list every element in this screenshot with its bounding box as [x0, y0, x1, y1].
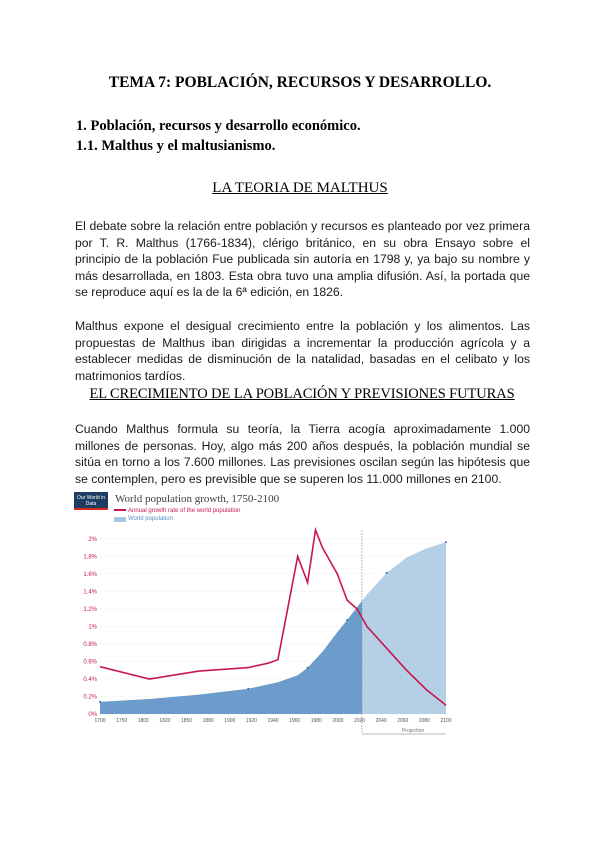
heading-population-growth: EL CRECIMIENTO DE LA POBLACIÓN Y PREVISIONES FUTURAS [89, 386, 515, 402]
population-area [99, 541, 447, 714]
x-tick-label: 2100 [440, 718, 452, 724]
page-title: TEMA 7: POBLACIÓN, RECURSOS Y DESARROLLO. [108, 74, 492, 91]
x-tick-label: 1960 [289, 718, 301, 724]
owid-logo: Our World in Data [74, 492, 108, 510]
heading-malthus-theory: LA TEORIA DE MALTHUS [212, 180, 388, 196]
population-point [386, 572, 388, 574]
x-tick-label: 1750 [116, 718, 128, 724]
legend-world-population: World population [128, 516, 173, 522]
paragraph-population-forecast: Cuando Malthus formula su teoría, la Tierra acogía aproximadamente 1.000 millones de personas. Hoy, algo más 200 años después, la población mundial se sitúa en torno a los 7.600 millones. Las previsiones oscilan según las hipótesis que se contemplen, pero es previsible que se superen los 11.000 millones en 2100. [75, 422, 530, 486]
x-tick-label: 1940 [267, 718, 279, 724]
x-tick-label: 1800 [137, 718, 149, 724]
x-tick-label: 2080 [418, 718, 430, 724]
paragraph-malthus-intro: El debate sobre la relación entre población y recursos es planteado por vez primera por T. R. Malthus (1766-1834), clérigo británico, en su obra Ensayo sobre el principio de la población Fue publicada sin autoría en 1798 y, ya bajo su nombre y más desarrollada, en 1803. Esta obra tuvo una amplia difusión. Así, la portada que se reproduce aquí es la de la 6ª edición, en 1826. [75, 219, 530, 300]
x-tick-label: 1700 [94, 718, 106, 724]
x-tick-label: 2060 [397, 718, 409, 724]
x-tick-label: 2040 [375, 718, 387, 724]
chart-title: World population growth, 1750-2100 [115, 493, 280, 505]
population-point [346, 619, 348, 621]
x-tick-label: 1880 [202, 718, 214, 724]
x-tick-label: 1920 [245, 718, 257, 724]
y-tick-label: 1.2% [83, 606, 97, 613]
y-tick-label: 1.8% [83, 554, 97, 561]
section-heading-1-1: 1.1. Malthus y el maltusianismo. [76, 138, 276, 154]
x-axis-ticks [94, 718, 451, 724]
x-tick-label: 2000 [332, 718, 344, 724]
paragraph-malthus-proposals: Malthus expone el desigual crecimiento entre la población y los alimentos. Las propuestas de Malthus iban dirigidas a incrementar la producción agrícola y a establecer medidas de disminución de la natalidad, basadas en el celibato y los matrimonios tardíos. [75, 319, 530, 383]
population-point [445, 541, 447, 543]
population-point [247, 688, 249, 690]
y-tick-label: 0.4% [83, 676, 97, 683]
world-population-chart [72, 492, 464, 758]
y-tick-label: 0.2% [83, 694, 97, 701]
x-tick-label: 1900 [224, 718, 236, 724]
y-tick-label: 1.6% [83, 571, 97, 578]
y-tick-label: 0.6% [83, 659, 97, 666]
projection-label: Projection [401, 728, 425, 734]
population-point [99, 701, 101, 703]
y-tick-label: 1.4% [83, 589, 97, 596]
section-heading-1: 1. Población, recursos y desarrollo económico. [76, 118, 361, 134]
x-tick-label: 1980 [310, 718, 322, 724]
x-tick-label: 1850 [180, 718, 193, 724]
x-tick-label: 1820 [159, 718, 171, 724]
x-tick-label: 2020 [353, 718, 366, 724]
y-tick-label: 2% [88, 536, 97, 543]
y-tick-label: 0% [88, 712, 97, 718]
y-tick-label: 1% [88, 624, 97, 631]
population-area-historic [100, 601, 362, 714]
population-area-projection [362, 542, 446, 714]
legend-growth-rate: Annual growth rate of the world population [128, 508, 241, 514]
y-axis-ticks [83, 537, 97, 718]
population-point [307, 667, 309, 669]
y-tick-label: 0.8% [83, 641, 97, 648]
